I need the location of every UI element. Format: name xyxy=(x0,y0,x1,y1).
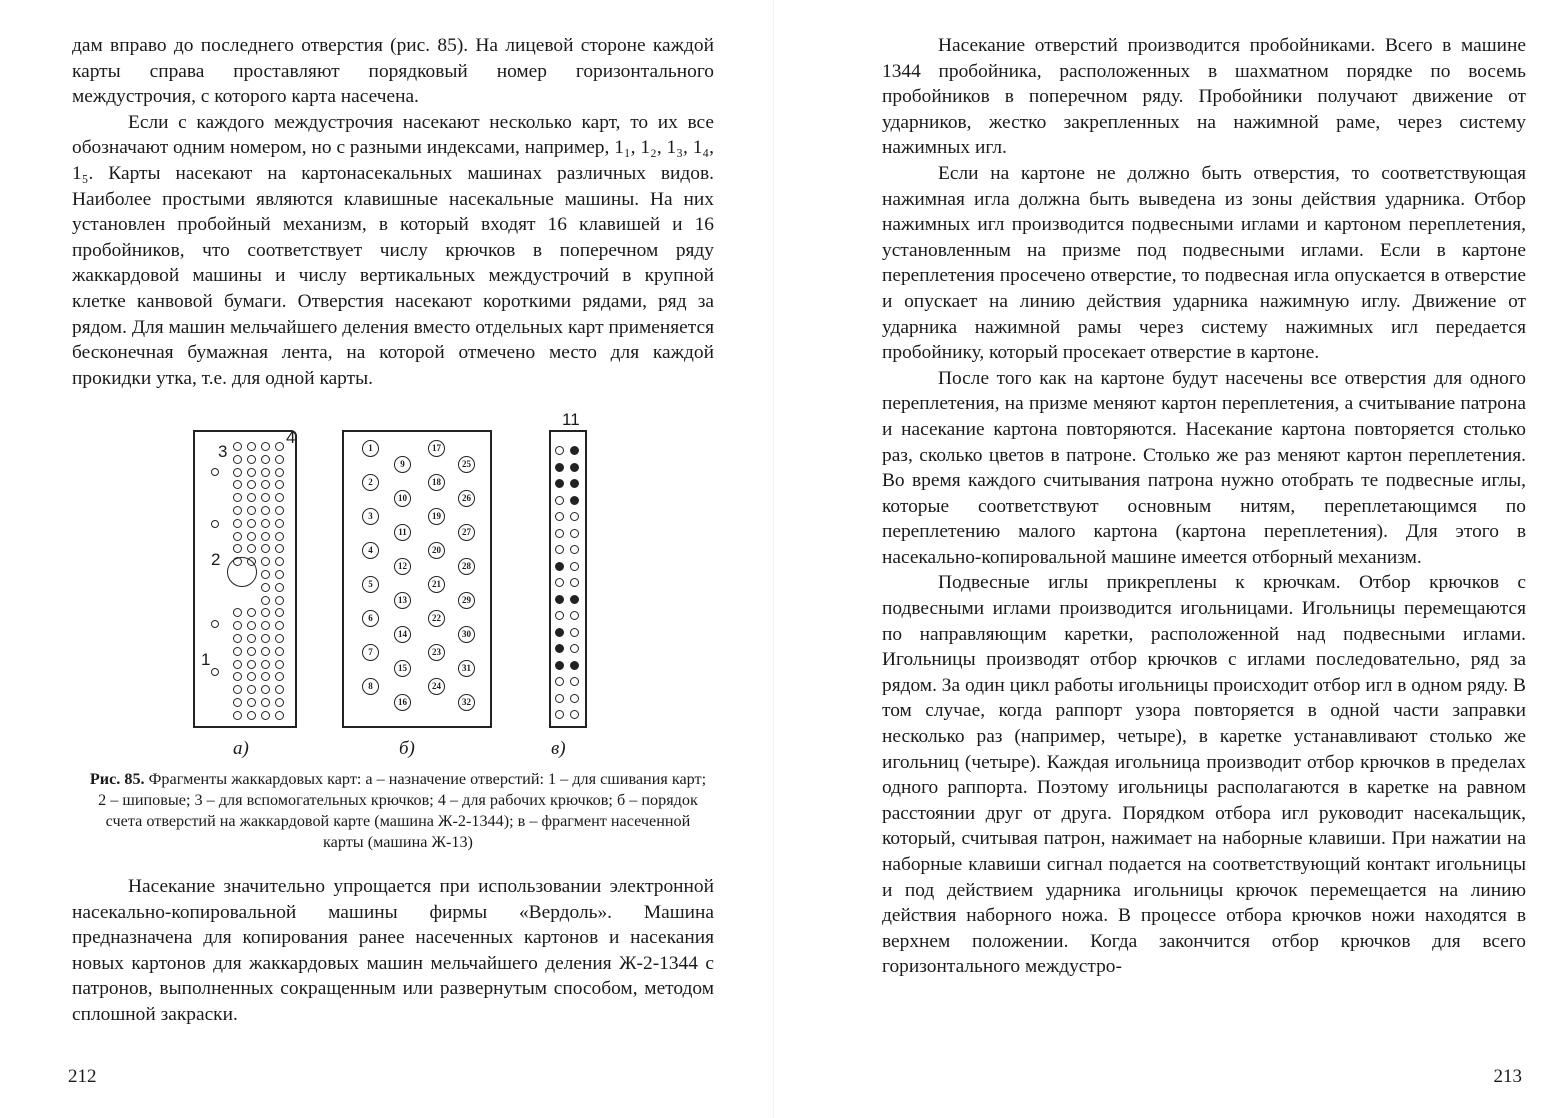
card-hole xyxy=(570,529,579,538)
card-hole xyxy=(570,628,579,637)
card-hole xyxy=(555,529,564,538)
card-hole xyxy=(261,519,270,528)
stitching-hole xyxy=(211,520,219,528)
card-hole xyxy=(555,710,564,719)
card-hole xyxy=(233,519,242,528)
numbered-hole: 25 xyxy=(458,456,475,473)
numbered-hole: 14 xyxy=(394,626,411,643)
card-hole xyxy=(233,480,242,489)
card-hole xyxy=(247,468,256,477)
card-hole xyxy=(233,685,242,694)
card-hole xyxy=(247,621,256,630)
card-hole xyxy=(261,608,270,617)
card-hole xyxy=(247,660,256,669)
numbered-hole: 28 xyxy=(458,558,475,575)
card-hole xyxy=(555,578,564,587)
punched-hole xyxy=(570,595,579,604)
punched-hole xyxy=(570,479,579,488)
numbered-hole: 1 xyxy=(362,440,379,457)
card-hole xyxy=(275,519,284,528)
card-hole xyxy=(247,647,256,656)
numbered-hole: 4 xyxy=(362,542,379,559)
card-hole xyxy=(275,442,284,451)
card-hole xyxy=(247,455,256,464)
numbered-hole: 24 xyxy=(428,678,445,695)
card-hole xyxy=(261,685,270,694)
card-hole xyxy=(247,506,256,515)
card-hole xyxy=(570,677,579,686)
callout-2: 2 xyxy=(211,550,221,569)
card-hole xyxy=(261,468,270,477)
punched-hole xyxy=(570,496,579,505)
punched-hole xyxy=(570,661,579,670)
card-hole xyxy=(275,647,284,656)
punched-hole xyxy=(555,628,564,637)
numbered-hole: 12 xyxy=(394,558,411,575)
card-hole xyxy=(261,583,270,592)
numbered-hole: 3 xyxy=(362,508,379,525)
card-hole xyxy=(275,608,284,617)
callout-11: 11 xyxy=(562,410,580,429)
card-hole xyxy=(570,578,579,587)
right-page xyxy=(774,0,1548,1118)
left-paragraph-2: Если с каждого междустрочия насекают несколько карт, то их все обозначают одним номером, но с разными индексами, например, 1₁, 1₂, 1₃, 1₄, 1₅. Карты насекают на картонасекальных машинах различных видов. Наиболее простыми являются клавишные насекальные машины. На них установлен пробойный механизм, в который входят 16 клавишей и 16 пробойников, что соответствует числу крючков в поперечном ряду жаккардовой машины и числу вертикальных междустрочий в крупной клетке канвовой бумаги. Отверстия насекают короткими рядами, ряд за рядом. Для машин мельчайшего деления вместо отдельных карт применяется бесконечная бумажная лента, на которой отмечено место для каждой прокидки утка, т.е. для одной карты. xyxy=(72,111,714,389)
numbered-hole: 13 xyxy=(394,592,411,609)
card-hole xyxy=(261,532,270,541)
card-hole xyxy=(261,698,270,707)
right-paragraph-4: Подвесные иглы прикреплены к крючкам. Отбор крючков с подвесными иглами производится игольницами. Игольницы перемещаются по направляющим каретки, расположенной над подвесными иглами. Игольницы производят отбор крючков с иглами последовательно, ряд за рядом. За один цикл работы игольницы происходит отбор игл в одном ряду. В том случае, когда раппорт узора повторяется в одной части заправки несколько раз (например, четыре), в каретке устанавливают столько же игольниц (четыре). Каждая игольница производит отбор крючков в пределах одного раппорта. Поэтому игольницы располагаются в каретке на равном расстоянии друг от друга. Порядком отбора игл руководит насекальщик, который, считывая патрон, нажимает на наборные клавиши. При нажатии на наборные клавиши сигнал подается на соответствующий контакт игольницы и под действием ударника игольницы крючок перемещается на линию действия наборного ножа. В процессе отбора крючков ножи находятся в верхнем положении. Когда закончится отбор крючков для всего горизонтального междустро- xyxy=(882,572,1526,978)
card-hole xyxy=(233,672,242,681)
stitching-hole xyxy=(211,620,219,628)
numbered-hole: 22 xyxy=(428,610,445,627)
card-hole xyxy=(247,480,256,489)
card-hole xyxy=(570,512,579,521)
numbered-hole: 18 xyxy=(428,474,445,491)
card-hole xyxy=(555,512,564,521)
numbered-hole: 10 xyxy=(394,490,411,507)
card-hole xyxy=(555,677,564,686)
numbered-hole: 21 xyxy=(428,576,445,593)
punched-hole xyxy=(555,661,564,670)
card-hole xyxy=(275,634,284,643)
numbered-hole: 7 xyxy=(362,644,379,661)
numbered-hole: 29 xyxy=(458,592,475,609)
card-hole xyxy=(261,660,270,669)
figure-label-c: в) xyxy=(551,738,566,759)
card-fragment-a xyxy=(193,430,297,728)
card-hole xyxy=(275,493,284,502)
card-hole xyxy=(555,545,564,554)
right-paragraph-2: Если на картоне не должно быть отверстия, то соответствующая нажимная игла должна быть выведена из зоны действия ударника. Отбор нажимных игл производится подвесными иглами и картоном переплетения, установленным на призме под подвесными иглами. Если в картоне переплетения просечено отверстие, то подвесная игла опускается в отверстие и опускает на линию действия ударника нажимную иглу. Движение от ударника нажимной рамы через систему нажимных игл передается пробойнику, который просекает отверстие в картоне. xyxy=(882,162,1526,364)
card-hole xyxy=(261,506,270,515)
card-hole xyxy=(570,644,579,653)
card-hole xyxy=(275,660,284,669)
card-hole xyxy=(247,532,256,541)
card-hole xyxy=(233,544,242,553)
card-hole xyxy=(233,647,242,656)
figure-caption xyxy=(88,769,708,853)
numbered-hole: 20 xyxy=(428,542,445,559)
figure-label-a: а) xyxy=(233,738,249,759)
right-paragraph-3: После того как на картоне будут насечены все отверстия для одного переплетения, на призме меняют картон переплетения, а считывание патрона и насекание картона повторяются. Насекание картона повторяется столько раз, сколько цветов в патроне. Столько же раз меняют картон переплетения. Во время каждого считывания патрона нужно отобрать те подвесные иглы, которые соответствуют основным нитям, переплетающимся по переплетению малого картона (картона переплетения). Для этого в насекально-копировальной машине имеется отборный механизм. xyxy=(882,367,1526,568)
card-hole xyxy=(275,570,284,579)
page-number-right: 213 xyxy=(1493,1066,1522,1087)
card-hole xyxy=(233,711,242,720)
card-hole xyxy=(247,442,256,451)
card-hole xyxy=(570,611,579,620)
card-hole xyxy=(275,596,284,605)
numbered-hole: 27 xyxy=(458,524,475,541)
card-hole xyxy=(247,634,256,643)
card-hole xyxy=(233,608,242,617)
stitching-hole xyxy=(211,468,219,476)
card-hole xyxy=(275,557,284,566)
card-hole xyxy=(261,647,270,656)
card-hole xyxy=(275,672,284,681)
callout-3: 3 xyxy=(218,442,228,461)
card-hole xyxy=(233,698,242,707)
card-hole xyxy=(233,442,242,451)
stitching-hole xyxy=(211,668,219,676)
left-paragraph-1: дам вправо до последнего отверстия (рис. 85). На лицевой стороне каждой карты справа проставляют порядковый номер горизонтального междустрочия, с которого карта насечена. xyxy=(72,35,714,108)
right-paragraph-1: Насекание отверстий производится пробойниками. Всего в машине 1344 пробойника, расположенных в шахматном порядке по восемь пробойников в поперечном ряду. Пробойники получают движение от ударников, жестко закрепленных на нажимной раме, через систему нажимных игл. xyxy=(882,35,1526,159)
card-hole xyxy=(247,608,256,617)
punched-hole xyxy=(570,463,579,472)
left-text-column xyxy=(72,33,714,391)
spike-hole xyxy=(227,557,257,587)
card-fragment-c xyxy=(549,430,587,728)
card-hole xyxy=(261,493,270,502)
numbered-hole: 9 xyxy=(394,456,411,473)
card-fragment-b xyxy=(342,430,492,728)
figure-label-b: б) xyxy=(399,738,415,759)
left-paragraph-3: Насекание значительно упрощается при использовании электронной насекально-копировальной машины фирмы «Вердоль». Машина предназначена для копирования ранее насеченных картонов и насекания новых картонов для жаккардовых машин мельчайшего деления Ж-2-1344 с патронов, выполненных сокращенным или развернутым способом, методом сплошной закраски. xyxy=(72,876,714,1025)
numbered-hole: 15 xyxy=(394,660,411,677)
numbered-hole: 5 xyxy=(362,576,379,593)
card-hole xyxy=(275,685,284,694)
figure-85 xyxy=(185,410,605,770)
card-hole xyxy=(275,621,284,630)
left-paragraph-after-figure xyxy=(72,874,714,1028)
card-hole xyxy=(247,493,256,502)
numbered-hole: 2 xyxy=(362,474,379,491)
card-hole xyxy=(233,493,242,502)
right-text-column xyxy=(882,33,1526,980)
card-hole xyxy=(247,711,256,720)
card-hole xyxy=(275,480,284,489)
caption-title: Рис. 85. xyxy=(89,770,145,788)
numbered-hole: 17 xyxy=(428,440,445,457)
card-hole xyxy=(261,480,270,489)
card-hole xyxy=(555,496,564,505)
numbered-hole: 16 xyxy=(394,694,411,711)
card-hole xyxy=(261,634,270,643)
numbered-hole: 11 xyxy=(394,524,411,541)
card-hole xyxy=(233,634,242,643)
caption-text: Фрагменты жаккардовых карт: а – назначение отверстий: 1 – для сшивания карт; 2 – шиповые; 3 – для вспомогательных крючков; 4 – для рабочих крючков; б – порядок счета отверстий на жаккардовой карте (машина Ж-2-1344); в – фрагмент насеченной карты (машина Ж-13) xyxy=(98,770,707,851)
card-hole xyxy=(275,532,284,541)
card-hole xyxy=(233,660,242,669)
card-hole xyxy=(275,468,284,477)
card-hole xyxy=(261,442,270,451)
card-hole xyxy=(261,672,270,681)
card-hole xyxy=(570,694,579,703)
card-hole xyxy=(570,545,579,554)
card-hole xyxy=(555,446,564,455)
numbered-hole: 31 xyxy=(458,660,475,677)
card-hole xyxy=(233,506,242,515)
card-hole xyxy=(275,711,284,720)
punched-hole xyxy=(555,644,564,653)
punched-hole xyxy=(570,446,579,455)
card-hole xyxy=(261,596,270,605)
card-hole xyxy=(261,711,270,720)
card-hole xyxy=(233,455,242,464)
numbered-hole: 32 xyxy=(458,694,475,711)
punched-hole xyxy=(555,595,564,604)
card-hole xyxy=(275,455,284,464)
card-hole xyxy=(275,583,284,592)
card-hole xyxy=(275,506,284,515)
card-hole xyxy=(275,698,284,707)
card-hole xyxy=(247,672,256,681)
numbered-hole: 6 xyxy=(362,610,379,627)
card-hole xyxy=(555,694,564,703)
card-hole xyxy=(261,455,270,464)
numbered-hole: 8 xyxy=(362,678,379,695)
punched-hole xyxy=(555,562,564,571)
card-hole xyxy=(233,532,242,541)
callout-4: 4 xyxy=(286,428,296,447)
numbered-hole: 19 xyxy=(428,508,445,525)
numbered-hole: 30 xyxy=(458,626,475,643)
card-hole xyxy=(570,562,579,571)
card-hole xyxy=(261,621,270,630)
punched-hole xyxy=(555,479,564,488)
card-hole xyxy=(555,611,564,620)
card-hole xyxy=(261,557,270,566)
punched-hole xyxy=(555,463,564,472)
card-hole xyxy=(275,544,284,553)
numbered-hole: 26 xyxy=(458,490,475,507)
card-hole xyxy=(247,698,256,707)
card-hole xyxy=(233,468,242,477)
card-hole xyxy=(247,544,256,553)
card-hole xyxy=(233,621,242,630)
card-hole xyxy=(261,570,270,579)
callout-1: 1 xyxy=(201,650,211,669)
card-hole xyxy=(247,685,256,694)
page-number-left: 212 xyxy=(68,1066,97,1087)
card-hole xyxy=(570,710,579,719)
card-hole xyxy=(261,544,270,553)
numbered-hole: 23 xyxy=(428,644,445,661)
card-hole xyxy=(247,519,256,528)
